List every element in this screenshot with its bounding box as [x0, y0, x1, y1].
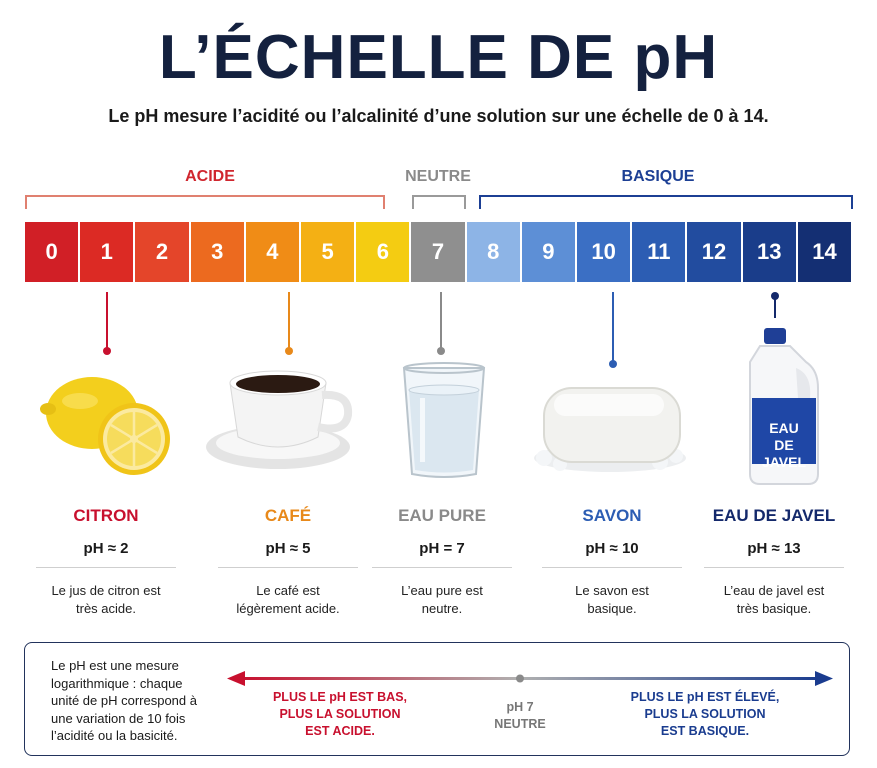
- ph-cell-0: 0: [25, 222, 78, 282]
- connector-eau-pure: [440, 292, 442, 350]
- ph-cell-1: 1: [80, 222, 133, 282]
- ph-cell-14: 14: [798, 222, 851, 282]
- item-description: Le savon est basique.: [575, 583, 649, 616]
- ph-cell-9: 9: [522, 222, 575, 282]
- connector-dot-eau-pure: [437, 347, 445, 355]
- item-citron: [21, 506, 191, 618]
- category-basique-label: BASIQUE: [621, 168, 695, 185]
- high-ph-text: PLUS LE pH EST ÉLEVÉ, PLUS LA SOLUTION EST BASIQUE.: [630, 690, 780, 738]
- connector-dot-cafe: [285, 347, 293, 355]
- low-ph-text: PLUS LE pH EST BAS, PLUS LA SOLUTION EST ACIDE.: [272, 690, 408, 738]
- ph-cell-7: 7: [411, 222, 464, 282]
- item-name: CITRON: [73, 506, 139, 525]
- item-ph: pH ≈ 2: [36, 540, 176, 568]
- connector-savon: [612, 292, 614, 362]
- ph-cell-10: 10: [577, 222, 630, 282]
- connector-dot-citron: [103, 347, 111, 355]
- ph-cell-11: 11: [632, 222, 685, 282]
- page-title: L’ÉCHELLE DE pH: [158, 23, 719, 92]
- item-eau-de-javel: [689, 506, 859, 618]
- category-neutre-label: NEUTRE: [405, 168, 471, 185]
- connector-cafe: [288, 292, 290, 350]
- item-description: L’eau de javel est très basique.: [723, 583, 825, 616]
- ph-cell-13: 13: [743, 222, 796, 282]
- ph-cell-6: 6: [356, 222, 409, 282]
- bottle-label: EAU DE JAVEL: [761, 420, 807, 470]
- ph-cell-4: 4: [246, 222, 299, 282]
- ph-cell-5: 5: [301, 222, 354, 282]
- bracket-acide: [25, 195, 385, 209]
- category-acide-label: ACIDE: [185, 168, 235, 185]
- item-description: L’eau pure est neutre.: [401, 583, 483, 616]
- item-café: [203, 506, 373, 618]
- item-name: SAVON: [582, 506, 642, 525]
- ph-cell-3: 3: [191, 222, 244, 282]
- page-subtitle: Le pH mesure l’acidité ou l’alcalinité d’une solution sur une échelle de 0 à 14.: [108, 106, 769, 126]
- soap-icon: [530, 378, 690, 478]
- ph-cell-12: 12: [687, 222, 740, 282]
- connector-dot-savon: [609, 360, 617, 368]
- item-name: CAFÉ: [264, 506, 312, 525]
- connector-javel: [774, 296, 776, 318]
- item-ph: pH ≈ 13: [704, 540, 844, 568]
- acid-base-arrow: [225, 669, 835, 689]
- item-name: EAU PURE: [398, 506, 486, 525]
- item-eau-pure: [357, 506, 527, 618]
- lemon-icon: [30, 365, 180, 480]
- neutral-ph-text: pH 7 NEUTRE: [494, 700, 546, 731]
- coffee-cup-icon: [200, 365, 360, 480]
- item-ph: pH ≈ 10: [542, 540, 682, 568]
- item-description: Le café est légèrement acide.: [236, 583, 340, 616]
- bracket-neutre: [412, 195, 466, 209]
- item-savon: [527, 506, 697, 618]
- bracket-basique: [479, 195, 853, 209]
- item-name: EAU DE JAVEL: [712, 506, 836, 525]
- ph-cell-2: 2: [135, 222, 188, 282]
- item-ph: pH = 7: [372, 540, 512, 568]
- ph-scale: [25, 222, 851, 282]
- logarithmic-note: Le pH est une mesure logarithmique : chaque unité de pH correspond à une variation de 10 fois l’acidité ou la basicité.: [51, 658, 197, 743]
- item-ph: pH ≈ 5: [218, 540, 358, 568]
- connector-citron: [106, 292, 108, 350]
- info-box: [24, 642, 850, 756]
- ph-cell-8: 8: [467, 222, 520, 282]
- water-glass-icon: [398, 362, 490, 482]
- item-description: Le jus de citron est très acide.: [51, 583, 161, 616]
